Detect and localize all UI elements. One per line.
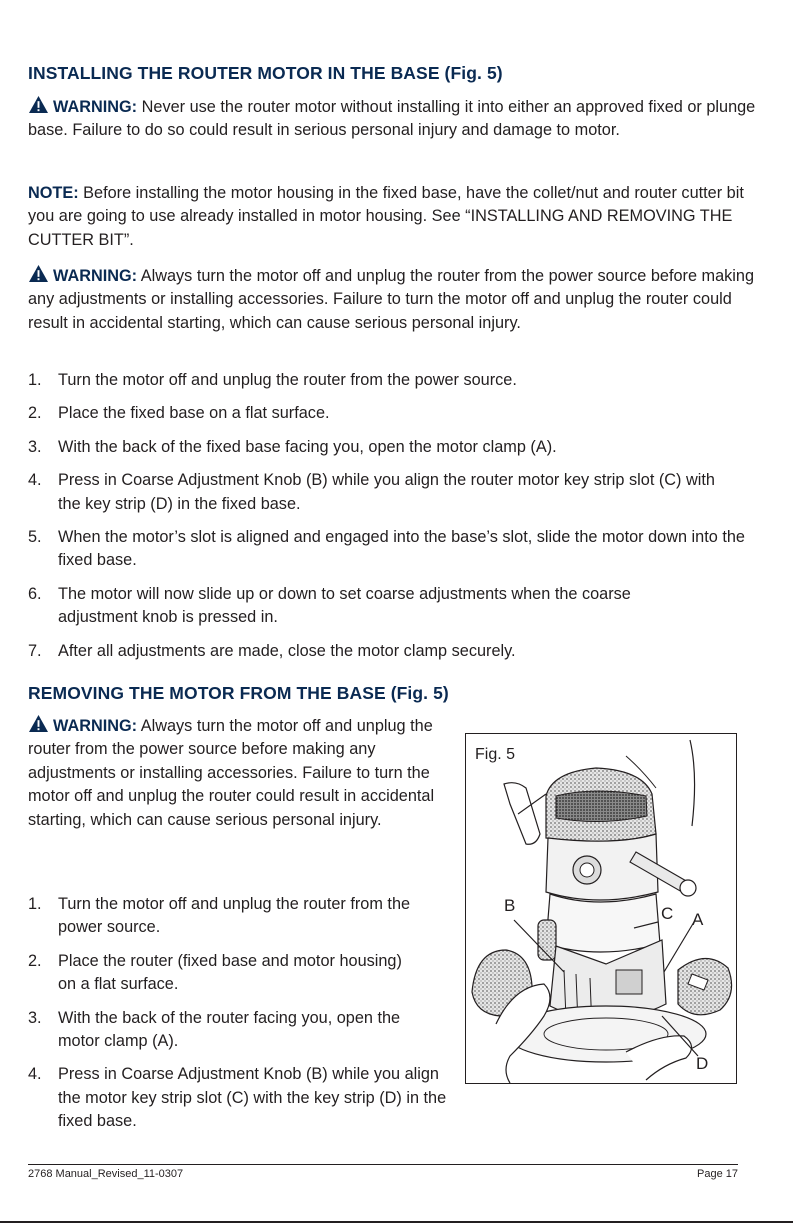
step-text: Turn the motor off and unplug the router from the power source. [58, 895, 411, 937]
warning-text: Always turn the motor off and unplug the router from the power source before making any adjustments or installing accessories. Failure to turn the motor off and unplug the router could result in accidental starting, which can cause serious personal injury. [28, 717, 435, 829]
install-steps-list [28, 369, 768, 663]
warning-triangle-icon [28, 95, 49, 114]
section-heading-removing: REMOVING THE MOTOR FROM THE BASE (Fig. 5) [28, 683, 449, 703]
remove-steps-list [28, 893, 458, 1134]
callout-b: B [504, 896, 516, 915]
note-before-installing [28, 182, 768, 252]
note-text: Before installing the motor housing in the fixed base, have the collet/nut and router cutter bit you are going to use already installed in motor housing. See “INSTALLING AND REMOVING THE CUTTER BIT”. [28, 184, 744, 249]
step-number: 2. [28, 404, 42, 423]
section-heading-installing: INSTALLING THE ROUTER MOTOR IN THE BASE (Fig. 5) [28, 63, 503, 83]
list-item [28, 436, 768, 459]
note-label: NOTE: [28, 184, 79, 202]
step-text: Place the fixed base on a flat surface. [58, 404, 330, 423]
warning-label: WARNING: [53, 98, 138, 116]
list-item [28, 640, 768, 663]
warning-triangle-icon [28, 714, 49, 733]
footer-divider [28, 1164, 738, 1165]
step-text: After all adjustments are made, close the motor clamp securely. [58, 641, 516, 660]
list-item [28, 893, 458, 940]
step-text: With the back of the fixed base facing you, open the motor clamp (A). [58, 437, 557, 456]
callout-a: A [692, 910, 704, 929]
list-item [28, 402, 768, 425]
warning-turn-off [28, 264, 768, 335]
list-item [28, 526, 768, 573]
step-text: When the motor’s slot is aligned and engaged into the base’s slot, slide the motor down into the fixed base. [58, 528, 745, 570]
list-item [28, 1063, 458, 1133]
step-number: 4. [28, 471, 42, 490]
figure-5 [465, 733, 737, 1084]
figure-title: Fig. 5 [475, 746, 516, 763]
step-number: 2. [28, 951, 42, 970]
page-bottom-border [0, 1221, 793, 1223]
step-text: With the back of the router facing you, open the motor clamp (A). [58, 1008, 401, 1051]
step-number: 1. [28, 895, 42, 913]
list-item [28, 1007, 458, 1054]
step-number: 7. [28, 641, 42, 660]
callout-c: C [661, 904, 674, 923]
warning-text: Always turn the motor off and unplug the router from the power source before making any adjustments or installing accessories. Failure to turn the motor off and unplug the router could result in accidental starting, which can cause serious personal injury. [28, 267, 755, 332]
list-item [28, 950, 458, 997]
footer-document-id: 2768 Manual_Revised_11-0307 [28, 1168, 184, 1180]
step-text: Turn the motor off and unplug the router from the power source. [58, 371, 517, 389]
step-text: The motor will now slide up or down to set coarse adjustments when the coarse adjustment knob is pressed in. [58, 584, 631, 627]
warning-text: Never use the router motor without installing it into either an approved fixed or plunge base. Failure to do so could result in serious personal injury and damage to motor. [28, 98, 756, 140]
step-text: Place the router (fixed base and motor housing) on a flat surface. [58, 951, 402, 994]
step-text: Press in Coarse Adjustment Knob (B) while you align the router motor key strip slot (C) with the key strip (D) in the fixed base. [58, 471, 715, 513]
step-number: 5. [28, 528, 42, 547]
step-number: 4. [28, 1065, 42, 1084]
step-number: 1. [28, 371, 42, 389]
footer-page-number: Page 17 [697, 1168, 738, 1180]
step-number: 6. [28, 584, 42, 603]
list-item [28, 369, 768, 392]
callout-d: D [696, 1054, 709, 1073]
warning-label: WARNING: [53, 717, 138, 735]
warning-label: WARNING: [53, 267, 138, 285]
warning-removing [28, 714, 452, 832]
list-item [28, 469, 768, 516]
list-item [28, 583, 768, 630]
warning-never-use [28, 95, 768, 143]
step-number: 3. [28, 437, 42, 456]
step-text: Press in Coarse Adjustment Knob (B) while you align the motor key strip slot (C) with the key strip (D) in the fixed base. [58, 1065, 447, 1131]
step-number: 3. [28, 1008, 42, 1027]
warning-triangle-icon [28, 264, 49, 283]
